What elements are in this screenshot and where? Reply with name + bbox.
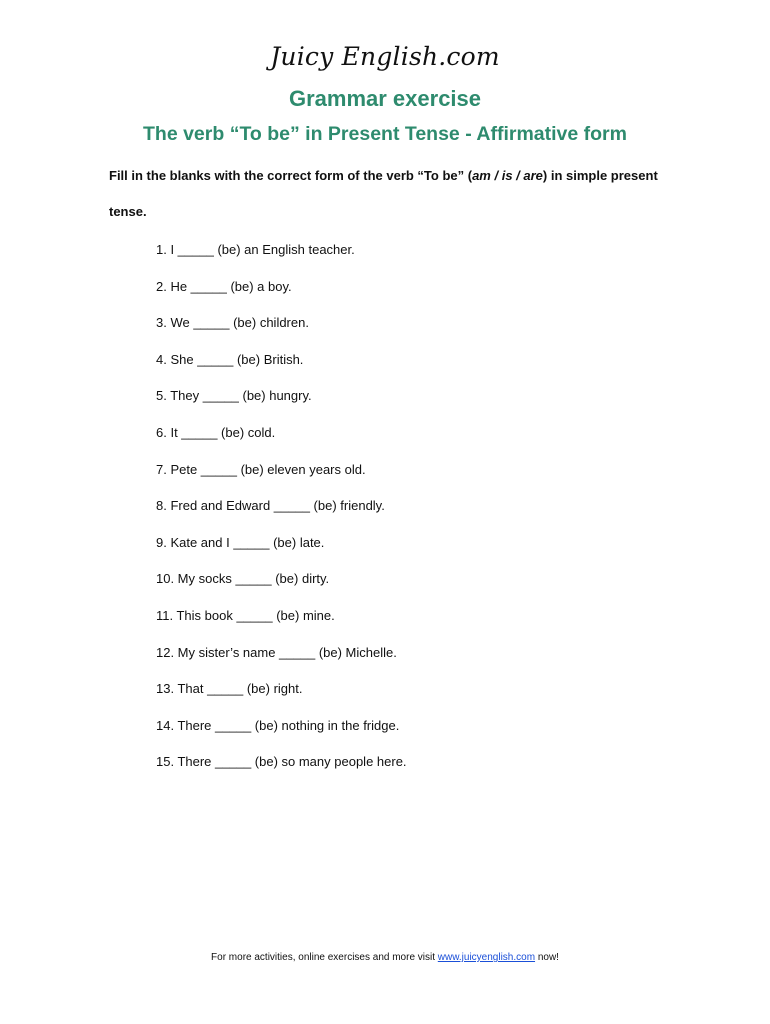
verb-options: am / is / are xyxy=(472,168,543,183)
footer xyxy=(0,952,770,963)
exercise-item: 9. Kate and I _____ (be) late. xyxy=(156,534,325,550)
instructions-text-end: ) in simple present tense. xyxy=(109,168,658,219)
page-title: Grammar exercise xyxy=(288,86,482,111)
exercise-item: 13. That _____ (be) right. xyxy=(156,681,303,697)
exercise-item: 14. There _____ (be) nothing in the fridge. xyxy=(156,717,400,733)
instructions xyxy=(109,158,669,230)
footer-text-end: now! xyxy=(535,952,559,963)
footer-link[interactable]: www.juicyenglish.com xyxy=(437,952,536,963)
exercise-item: 6. It _____ (be) cold. xyxy=(156,424,276,440)
exercise-list xyxy=(156,240,407,789)
exercise-item: 7. Pete _____ (be) eleven years old. xyxy=(156,461,366,477)
page-subtitle: The verb “To be” in Present Tense - Affirmative form xyxy=(143,123,627,145)
exercise-item: 15. There _____ (be) so many people here. xyxy=(156,754,407,770)
footer-text: For more activities, online exercises and more visit xyxy=(211,952,438,963)
exercise-item: 2. He _____ (be) a boy. xyxy=(156,278,292,294)
exercise-item: 5. They _____ (be) hungry. xyxy=(156,388,312,404)
brand-logo: Juicy English.com xyxy=(270,42,500,71)
exercise-item: 1. I _____ (be) an English teacher. xyxy=(156,242,355,257)
exercise-item: 10. My socks _____ (be) dirty. xyxy=(156,571,330,587)
exercise-item: 12. My sister’s name _____ (be) Michelle. xyxy=(156,644,397,660)
exercise-item: 3. We _____ (be) children. xyxy=(156,315,309,331)
exercise-item: 4. She _____ (be) British. xyxy=(156,351,304,367)
exercise-item: 11. This book _____ (be) mine. xyxy=(156,607,335,623)
instructions-text: Fill in the blanks with the correct form of the verb “To be” ( xyxy=(109,168,473,183)
exercise-item: 8. Fred and Edward _____ (be) friendly. xyxy=(156,498,385,514)
